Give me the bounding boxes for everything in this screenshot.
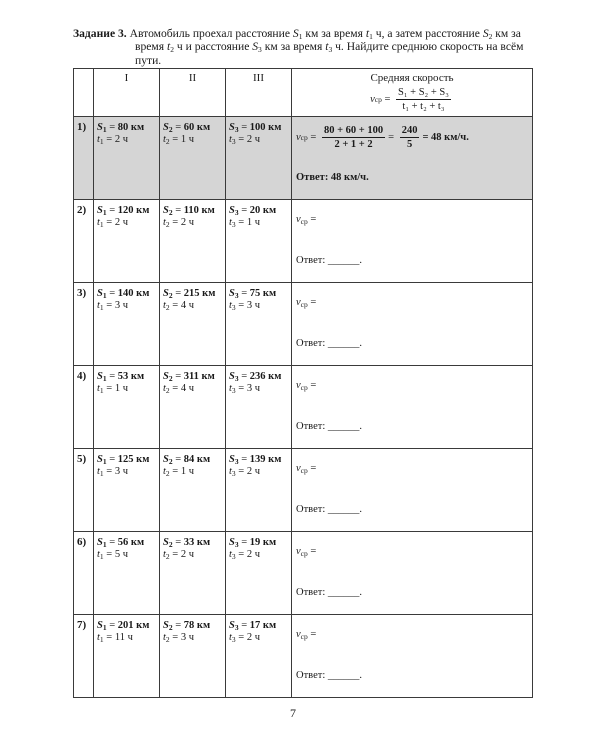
speed-blank: $v_{ср}$ =: [296, 297, 317, 309]
header-col-1: I: [94, 69, 160, 117]
row-number: 2): [74, 200, 94, 283]
segment-1-cell: $S_1 = 140$ км $t_1 = 3$ ч: [94, 283, 160, 366]
answer-line: Ответ: ______.: [296, 421, 362, 432]
speed-blank: $v_{ср}$ =: [296, 629, 317, 641]
segment-3-cell: $S_3 = 75$ км $t_3 = 3$ ч: [226, 283, 292, 366]
answer-cell: [292, 117, 533, 200]
header-col-2: II: [160, 69, 226, 117]
speed-blank: $v_{ср}$ =: [296, 214, 317, 226]
header-col-3: III: [226, 69, 292, 117]
answer-cell: [292, 283, 533, 366]
answer-line: Ответ: ______.: [296, 504, 362, 515]
speed-blank: $v_{ср}$ =: [296, 380, 317, 392]
table-row: [74, 449, 533, 532]
table-row: [74, 200, 533, 283]
segment-2-cell: $S_2 = 110$ км $t_2 = 2$ ч: [160, 200, 226, 283]
segment-2-cell: $S_2 = 84$ км $t_2 = 1$ ч: [160, 449, 226, 532]
row-number: 7): [74, 615, 94, 698]
answer-cell: [292, 366, 533, 449]
segment-2-cell: $S_2 = 60$ км $t_2 = 1$ ч: [160, 117, 226, 200]
table-header-row: [74, 69, 533, 117]
segment-1-cell: $S_1 = 53$ км $t_1 = 1$ ч: [94, 366, 160, 449]
segment-1-cell: $S_1 = 120$ км $t_1 = 2$ ч: [94, 200, 160, 283]
table-row: [74, 615, 533, 698]
segment-1-cell: $S_1 = 80$ км $t_1 = 2$ ч: [94, 117, 160, 200]
row-number: 5): [74, 449, 94, 532]
task-statement: Задание 3. Автомобиль проехал расстояние $S_1$ км за время $t_1$ ч, а затем расстояние $S_2$ км за время $t_2$ ч и расстояние $S_3$ км за время $t_3$ ч. Найдите среднюю скорость на всём пути.: [73, 27, 524, 67]
task-label: Задание 3.: [73, 27, 127, 40]
task-table: [73, 68, 533, 698]
header-num: [74, 69, 94, 117]
segment-3-cell: $S_3 = 100$ км $t_3 = 2$ ч: [226, 117, 292, 200]
segment-2-cell: $S_2 = 78$ км $t_2 = 3$ ч: [160, 615, 226, 698]
speed-blank: $v_{ср}$ =: [296, 546, 317, 558]
table-row: [74, 532, 533, 615]
segment-2-cell: $S_2 = 215$ км $t_2 = 4$ ч: [160, 283, 226, 366]
row-number: 4): [74, 366, 94, 449]
answer-line: Ответ: 48 км/ч.: [296, 172, 369, 183]
segment-1-cell: $S_1 = 201$ км $t_1 = 11$ ч: [94, 615, 160, 698]
answer-cell: [292, 200, 533, 283]
segment-3-cell: $S_3 = 19$ км $t_3 = 2$ ч: [226, 532, 292, 615]
segment-1-cell: $S_1 = 125$ км $t_1 = 3$ ч: [94, 449, 160, 532]
segment-1-cell: $S_1 = 56$ км $t_1 = 5$ ч: [94, 532, 160, 615]
table-row: [74, 283, 533, 366]
worked-example: v ср = $\frac{80 + 60 + 100}{2 + 1 + 2}$ = $\frac{240}{5}$ = 48 км/ч.: [296, 125, 469, 150]
answer-line: Ответ: ______.: [296, 670, 362, 681]
segment-3-cell: $S_3 = 139$ км $t_3 = 2$ ч: [226, 449, 292, 532]
page-number: 7: [290, 706, 296, 720]
answer-line: Ответ: ______.: [296, 338, 362, 349]
segment-3-cell: $S_3 = 20$ км $t_3 = 1$ ч: [226, 200, 292, 283]
answer-cell: [292, 449, 533, 532]
speed-blank: $v_{ср}$ =: [296, 463, 317, 475]
row-number: 1): [74, 117, 94, 200]
segment-3-cell: $S_3 = 17$ км $t_3 = 2$ ч: [226, 615, 292, 698]
segment-2-cell: $S_2 = 33$ км $t_2 = 2$ ч: [160, 532, 226, 615]
average-speed-formula: v ср = $\frac{\text{S₁ + S₂ + S₃}}{\text{t₁ + t₂ + t₃}}$: [370, 87, 449, 112]
answer-line: Ответ: ______.: [296, 587, 362, 598]
header-average-speed: [292, 69, 533, 117]
header-average-speed-title: Средняя скорость: [370, 72, 454, 84]
table-row: [74, 366, 533, 449]
row-number: 3): [74, 283, 94, 366]
answer-cell: [292, 615, 533, 698]
answer-cell: [292, 532, 533, 615]
table-row: [74, 117, 533, 200]
answer-line: Ответ: ______.: [296, 255, 362, 266]
segment-2-cell: $S_2 = 311$ км $t_2 = 4$ ч: [160, 366, 226, 449]
row-number: 6): [74, 532, 94, 615]
segment-3-cell: $S_3 = 236$ км $t_3 = 3$ ч: [226, 366, 292, 449]
